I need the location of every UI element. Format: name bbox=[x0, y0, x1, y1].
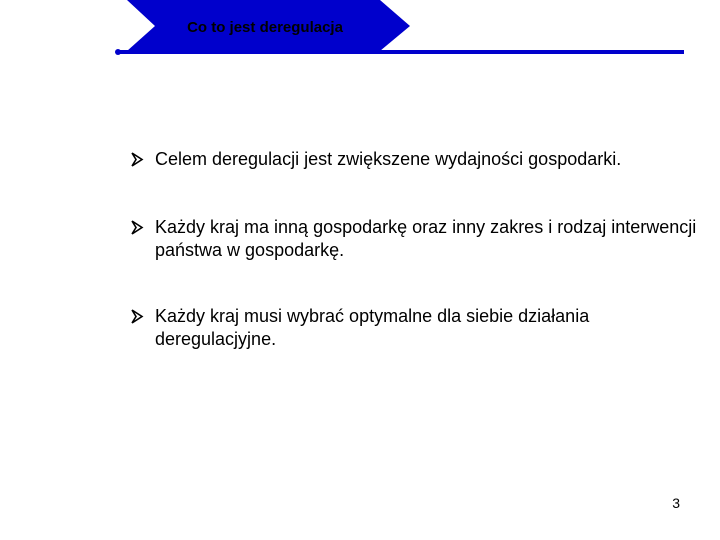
bullet-text: Każdy kraj musi wybrać optymalne dla siebie działania deregulacjyjne. bbox=[155, 306, 590, 349]
bullet-item bbox=[130, 216, 700, 262]
page-number: 3 bbox=[672, 495, 680, 511]
bullet-text: Każdy kraj ma inną gospodarkę oraz inny zakres i rodzaj interwencji państwa w gospodarkę. bbox=[155, 217, 697, 260]
arrow-bullet-icon bbox=[130, 220, 144, 235]
arrow-bullet-icon bbox=[130, 309, 144, 324]
title-underline-dot bbox=[115, 49, 121, 55]
bullet-item bbox=[130, 148, 700, 171]
bullet-text: Celem deregulacji jest zwiększene wydajności gospodarki. bbox=[155, 149, 622, 169]
arrow-bullet-icon bbox=[130, 152, 144, 167]
title-underline bbox=[118, 50, 684, 54]
bullet-list bbox=[130, 148, 700, 396]
slide-title: Co to jest deregulacja bbox=[187, 19, 343, 36]
bullet-item bbox=[130, 305, 700, 351]
